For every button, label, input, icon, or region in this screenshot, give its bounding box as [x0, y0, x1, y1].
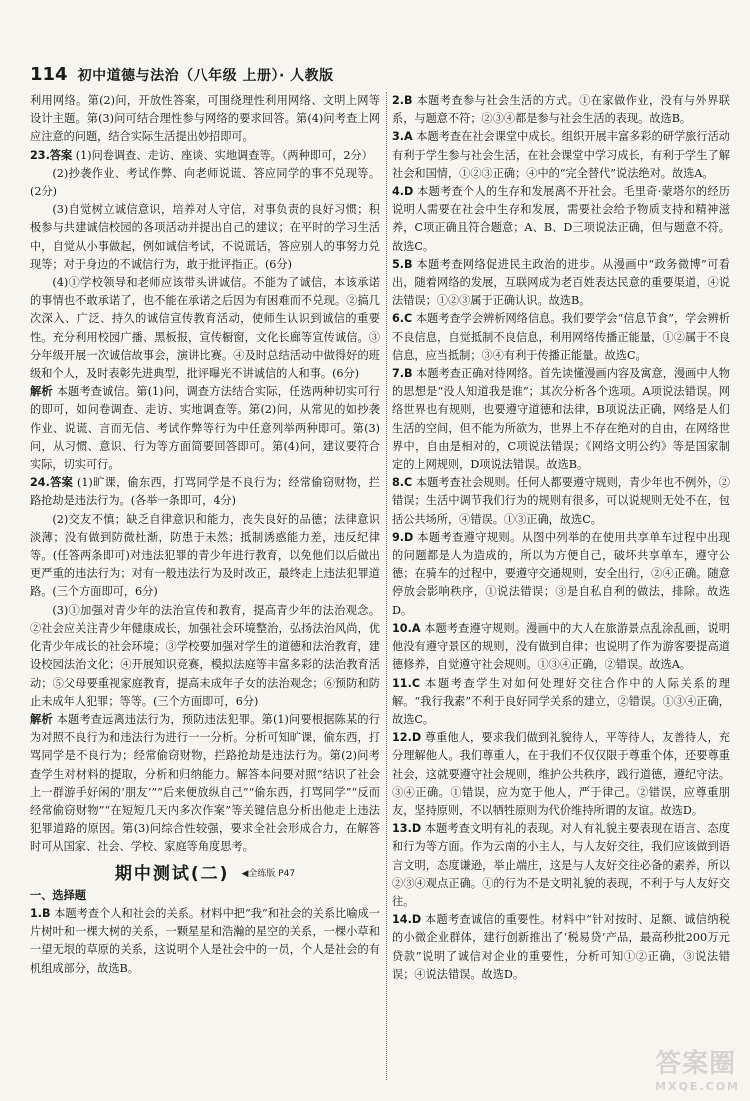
q8-answer: 8.C 本题考查社会规则。任何人都要遵守规则，青少年也不例外，②错误；生活中调节我们行为的规则有很多，可以说规则无处不在，包括公共场所，④错误。①③正确，故选C。: [392, 476, 730, 526]
page-header: [30, 62, 730, 84]
q23-label: 23.答案: [30, 148, 73, 162]
q23-answer-p2: (2)抄袭作业、考试作弊、向老师说谎、答应同学的事不兑现等。(2分): [30, 166, 380, 199]
watermark-sub: MXQE.COM: [655, 1080, 740, 1093]
q24-answer-p2: (2)交友不慎；缺乏自律意识和能力，丧失良好的品德；法律意识淡薄；没有做到防微杜渐，防患于未然；抵制诱惑能力差，违反纪律等。(任答两条即可)对违法犯罪的青少年进行教育，以免他们以后做出更严重的违法行为；对有一般违法行为及时改正，最终走上违法犯罪道路。(三个方面即可，6分): [30, 512, 380, 599]
q13-answer: 13.D 本题考查文明有礼的表现。对人有礼貌主要表现在语言、态度和行为等方面。作为云南的小主人，与人友好交往，我们应该做到语言文明，态度谦逊，举止端庄，这是与人友好交往必备的素养，所以②③④观点正确。①的行为不是文明礼貌的表现，不利于与人友好交往。: [392, 822, 730, 908]
q22-continuation: 利用网络。第(2)问，开放性答案，可围绕理性利用网络、文明上网等设计主题。第(3)问可结合理性参与网络的要求回答。第(4)问考查上网应注意的问题，结合实际生活提出妙招即可。: [30, 94, 380, 144]
q11-answer: 11.C 本题考查学生对如何处理好交往合作中的人际关系的理解。“我行我素”不利于良好同学关系的建立，②错误。①③④正确，故选C。: [392, 676, 730, 726]
q6-answer: 6.C 本题考查学会辨析网络信息。我们要学会“信息节食”，学会辨析不良信息，自觉抵制不良信息，利用网络传播正能量，①②属于不良信息，应当抵制；③④有利于传播正能量。故选C。: [392, 312, 730, 362]
section-title: 期中测试(二): [114, 863, 230, 884]
left-column: [30, 92, 380, 978]
watermark-main: 答案圈: [655, 1049, 737, 1079]
q1-label: 1.B: [30, 906, 51, 920]
column-divider: [386, 92, 387, 1080]
mc-heading: 一、选择题: [30, 888, 86, 902]
page-number: 114: [30, 64, 68, 85]
q23-answer-p1: 23.答案 (1)问卷调查、走访、座谈、实地调查等。（两种即可，2分）: [30, 148, 373, 162]
q24-label: 24.答案: [30, 476, 74, 490]
q23-analysis-label: 解析: [30, 385, 53, 399]
q23-analysis: 解析 本题考查诚信。第(1)问，调查方法结合实际，任选两种切实可行的即可，如问卷调查、走访、实地调查等。第(2)问，从常见的如抄袭作业、说谎、言而无信、考试作弊等行为中任意列举两种即可。第(3)问，从习惯、意识、行为等方面简要回答即可。第(4)问，建议要符合实际，切实可行。: [30, 385, 380, 472]
q1-answer: 1.B 本题考查个人和社会的关系。材料中把“我”和社会的关系比喻成一片树叶和一棵大树的关系，一颗星星和浩瀚的星空的关系，一棵小草和一望无垠的草原的关系，这说明个人是社会中的一员，个人是社会的有机组成部分，故选B。: [30, 906, 380, 975]
q10-answer: 10.A 本题考查遵守规则。漫画中的大人在旅游景点乱涂乱画，说明他没有遵守景区的规则，没有做到自律；也说明了作为游客要提高道德修养，自觉遵守社会规则。①③④正确，②错误。故选A。: [392, 621, 730, 672]
section-page-ref: ◀全练版 P47: [241, 868, 296, 879]
q4-answer: 4.D 本题考查个人的生存和发展离不开社会。毛里奇·蒙塔尔的经历说明人需要在社会中生存和发展，需要社会给予物质支持和精神滋养，C项正确且符合题意；A、B、D三项说法正确，但与题意不符。故选C。: [392, 185, 730, 253]
q9-answer: 9.D 本题考查遵守规则。从图中列举的在使用共享单车过程中出现的问题都是人为造成的，所以为方便自己，破坏共享单车，遵守公德；在骑车的过程中，要遵守交通规则，安全出行，②④正确。随意停放会影响秩序，①说法错误；③是自私自利的做法，排除。故选D。: [392, 530, 730, 617]
q24-answer-p3: (3)①加强对青少年的法治宣传和教育，提高青少年的法治观念。②社会应关注青少年健康成长，加强社会环境整治，弘扬法治风尚，优化青少年成长的社会环境；③学校要加强对学生的道德和法治教育，建设校园法治文化；④开展知识竞赛，模拟法庭等丰富多彩的法治教育活动；⑤父母要重视家庭教育，提高未成年子女的法治观念；⑥预防和防止未成年人犯罪；等等。(三个方面即可，6分): [30, 603, 380, 708]
site-watermark: [655, 1043, 740, 1093]
q5-answer: 5.B 本题考查网络促进民主政治的进步。从漫画中“政务微博”可看出，随着网络的发展，互联网成为老百姓表达民意的重要渠道，④说法错误；①②③属于正确认识。故选B。: [392, 257, 730, 308]
q23-answer-p3: (3)自觉树立诚信意识，培养对人守信，对事负责的良好习惯；积极参与共建诚信校园的各项活动并提出自己的建议；在平时的学习生活中，自觉从小事做起，例如诚信考试，不说谎话，答应别人的事努力兑现等；对于身边的不诚信行为，敢于批评指正。(6分): [30, 203, 380, 271]
q2-answer: 2.B 本题考查参与社会生活的方式。①在家做作业，没有与外界联系，与题意不符；②③④都是参与社会生活的表现。故选B。: [392, 94, 730, 126]
q24-analysis: 解析 本题考查远离违法行为，预防违法犯罪。第(1)问要根据陈某的行为对照不良行为和违法行为进行一一分析。分析可知旷课，偷东西，打骂同学是不良行为；经常偷窃财物，拦路抢劫是违法行为。第(2)问考查学生对材料的提取，分析和归纳能力。解答本问要对照“结识了社会上一群游手好闲的‘朋友’”“后来便放纵自己”“偷东西，打骂同学”“反而经常偷窃财物”“在短短几天内多次作案”等关键信息分析出他走上违法犯罪道路的原因。第(3)问综合性较强，要求全社会形成合力，在解答时可从国家、社会、学校、家庭等角度思考。: [30, 712, 380, 854]
section-title-row: [30, 865, 380, 883]
q23-answer-p4: (4)①学校领导和老师应该带头讲诚信。不能为了诚信，本该承诺的事情也不敢承诺了，也不能在承诺之后因为有困难而不兑现。②搞几次深入、广泛、持久的诚信宣传教育活动，使师生认识到诚信的重要性。充分利用校园广播、黑板报，宣传橱窗，文化长廊等宣传诚信。③分年级开展一次诚信故事会，演讲比赛。④及时总结活动中做得好的班级和个人，及时表彰先进典型，批评曝光不讲诚信的人和事。(6分): [30, 276, 380, 381]
q3-answer: 3.A 本题考查在社会课堂中成长。组织开展丰富多彩的研学旅行活动有利于学生参与社会生活，在社会课堂中学习成长，有利于学生了解社会和国情，①②③正确；④中的“完全替代”说法绝对。故选A。: [392, 130, 730, 180]
right-column: [392, 92, 730, 984]
q12-answer: 12.D 尊重他人，要求我们做到礼貌待人，平等待人，友善待人，充分理解他人。我们尊重人，在于我们不仅仅限于尊重个体，还要尊重社会，这就要遵守社会规则，维护公共秩序，践行道德，遵纪守法。③④正确。①错误，应为宽于他人，严于律己。②错误，应尊重朋友，坚持原则，不以牺牲原则为代价维持所谓的友谊。故选D。: [392, 731, 730, 817]
book-title: 初中道德与法治（八年级 上册）· 人教版: [77, 68, 334, 84]
q14-answer: 14.D 本题考查诚信的重要性。材料中“针对按时、足额、诚信纳税的小微企业群体，建行创新推出了‘税易贷’产品，最高秒批200万元贷款”说明了诚信对企业的重要性，分析可知①②正确，③说法错误；④说法错误。故选D。: [392, 913, 730, 981]
q7-answer: 7.B 本题考查正确对待网络。首先读懂漫画内容及寓意，漫画中人物的思想是“没人知道我是谁”；其次分析各个选项。A项说法错误。网络世界也有规则，也要遵守道德和法律，B项说法正确，网络是人们生活的空间，但不能为所欲为，世界上不存在绝对的自由，在网络世界中，自由是相对的，C项说法错误；《网络文明公约》等是国家制定的上网规则，D项说法错误。故选B。: [392, 367, 730, 472]
q24-analysis-label: 解析: [30, 712, 53, 726]
q24-answer-p1: 24.答案 (1)旷课，偷东西，打骂同学是不良行为；经常偷窃财物，拦路抢劫是违法行为。(各举一条即可，4分): [30, 476, 380, 508]
